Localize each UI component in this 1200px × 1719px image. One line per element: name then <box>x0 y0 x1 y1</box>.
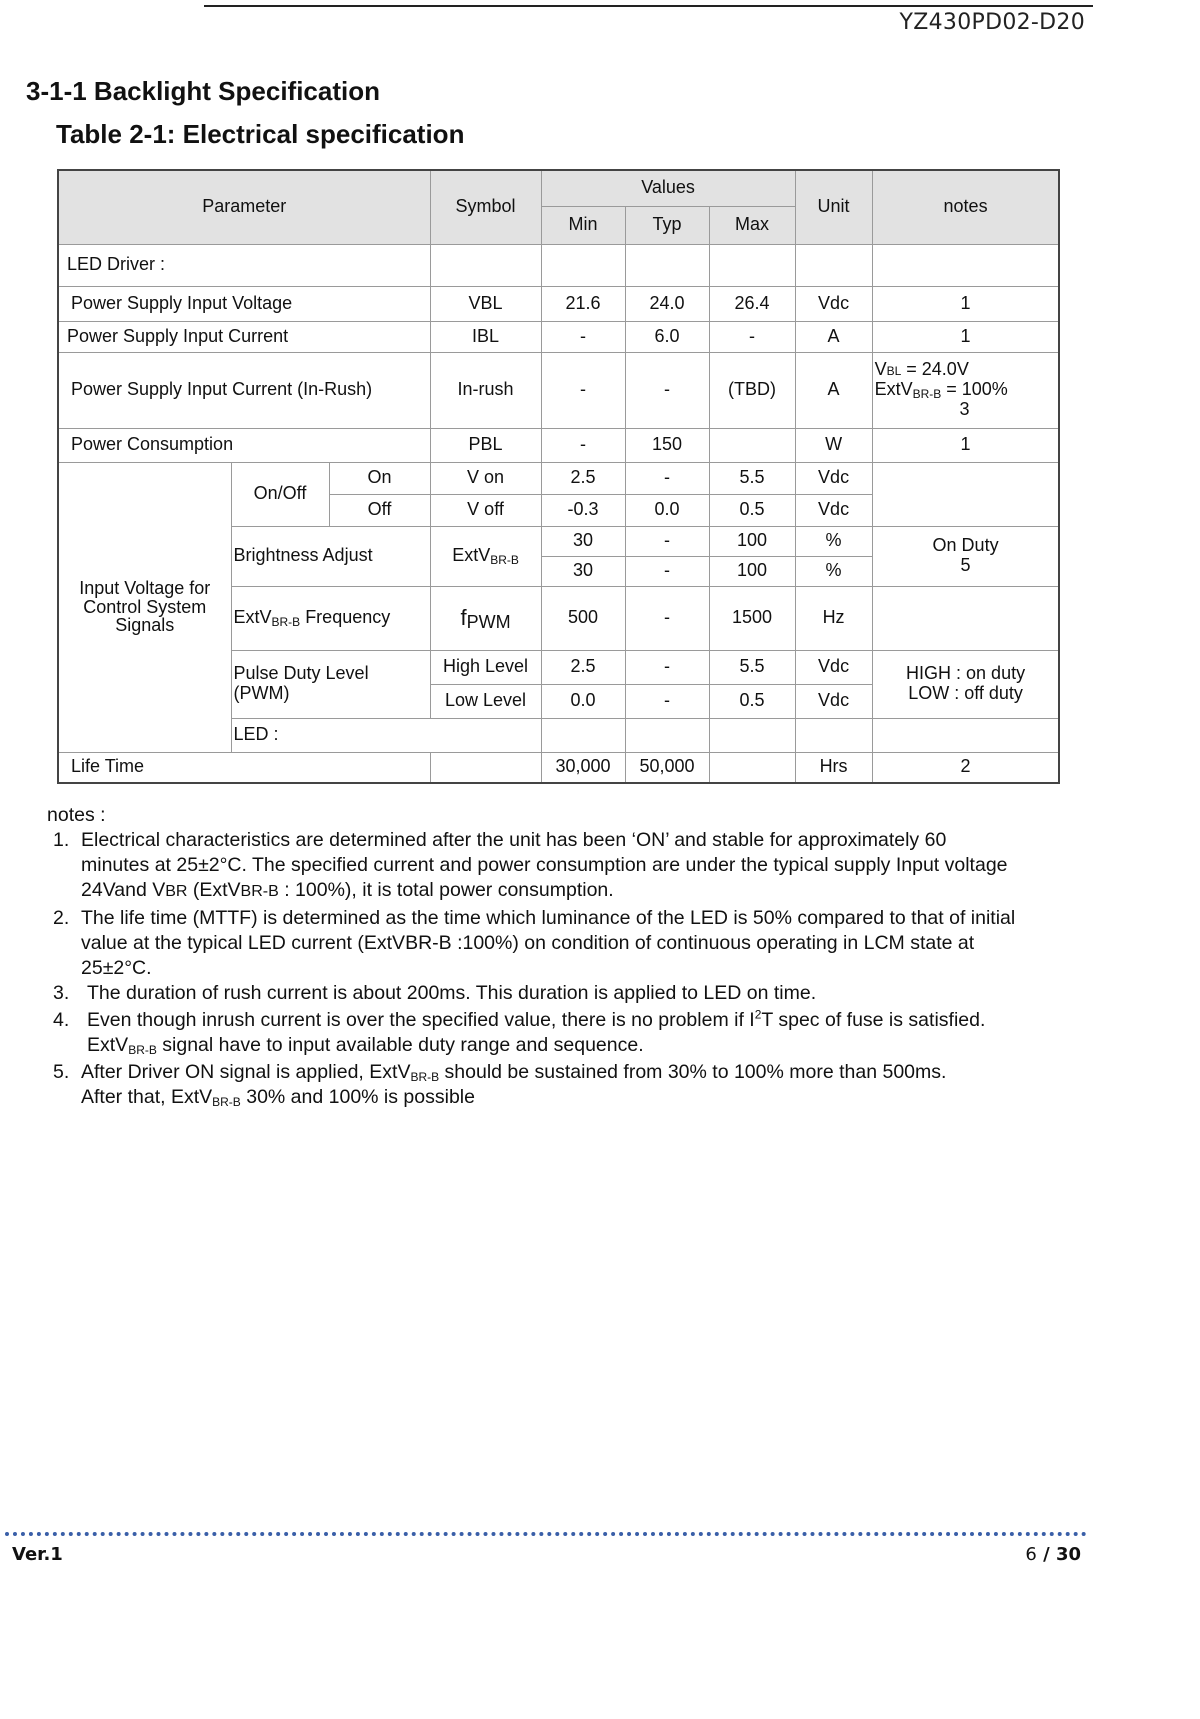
table-row <box>58 321 1059 352</box>
symbol-text: ExtV <box>452 545 491 566</box>
unit-cell: A <box>795 352 872 428</box>
note-number: 1. <box>53 829 70 851</box>
param-cell <box>231 586 430 650</box>
symbol-cell: In-rush <box>430 352 541 428</box>
note-line <box>81 878 1077 904</box>
note-text: After that, ExtV <box>81 1086 213 1108</box>
current-page: 6 <box>1025 1544 1037 1565</box>
note-number: 2. <box>53 907 70 929</box>
table-title: Table 2-1: Electrical specification <box>56 119 465 149</box>
param-cell: Power Supply Input Current <box>58 321 430 352</box>
symbol-cell <box>430 752 541 783</box>
table-row <box>58 244 1059 286</box>
param-text: ExtV <box>233 607 272 628</box>
note-line: The life time (MTTF) is determined as the time which luminance of the LED is 50% compared to that of initial <box>81 907 1016 929</box>
min-cell: 21.6 <box>541 286 625 321</box>
note-text: should be sustained from 30% to 100% more than 500ms. <box>439 1061 947 1083</box>
note-text: BR-B <box>912 387 942 402</box>
page-number <box>1025 1544 1081 1565</box>
typ-cell: 50,000 <box>625 752 709 783</box>
header-values: Values <box>541 170 795 206</box>
group-label-led-driver: LED Driver : <box>58 244 430 286</box>
total-pages: 30 <box>1055 1544 1081 1565</box>
note-text: = 24.0V <box>901 359 969 380</box>
table-row <box>58 286 1059 321</box>
unit-cell: A <box>795 321 872 352</box>
note-text: BR <box>165 883 188 900</box>
typ-cell: - <box>625 462 709 494</box>
param-cell: Life Time <box>58 752 430 783</box>
typ-cell: 6.0 <box>625 321 709 352</box>
note-line <box>81 1033 1077 1058</box>
note-text: Even though inrush current is over the specified value, there is no problem if I <box>87 1009 755 1031</box>
max-cell <box>709 752 795 783</box>
note-line <box>81 1085 1077 1110</box>
typ-cell: 24.0 <box>625 286 709 321</box>
min-cell: 500 <box>541 586 625 650</box>
note-text: (ExtV <box>187 879 241 901</box>
note-number: 5. <box>53 1061 70 1083</box>
header-notes: notes <box>872 170 1059 244</box>
param-cell: Power Supply Input Current (In-Rush) <box>58 352 430 428</box>
typ-cell: - <box>625 352 709 428</box>
notes-header: notes : <box>47 804 106 826</box>
min-cell: 30 <box>541 556 625 586</box>
param-text: (PWM) <box>233 683 290 703</box>
note-text: 2 <box>754 1007 762 1022</box>
max-cell: 100 <box>709 526 795 556</box>
note-text: 3 <box>959 398 970 419</box>
symbol-cell <box>430 586 541 650</box>
max-cell: 5.5 <box>709 650 795 684</box>
table-row <box>58 752 1059 783</box>
table-row <box>58 428 1059 462</box>
header-symbol: Symbol <box>430 170 541 244</box>
state-cell: Off <box>329 494 430 526</box>
typ-cell: 0.0 <box>625 494 709 526</box>
note-text: signal have to input available duty range and sequence. <box>156 1034 644 1056</box>
note-cell <box>872 352 1059 428</box>
param-text: Pulse Duty Level <box>233 663 369 684</box>
note-text: BR-B <box>128 1043 157 1057</box>
note-item <box>53 1008 1077 1058</box>
note-text: ExtV <box>874 379 913 400</box>
note-text: 5 <box>960 555 971 575</box>
onoff-label: On/Off <box>231 462 329 526</box>
symbol-cell: IBL <box>430 321 541 352</box>
typ-cell: - <box>625 556 709 586</box>
symbol-text: f <box>460 604 467 630</box>
note-text: T spec of fuse is satisfied. <box>761 1009 986 1031</box>
max-cell <box>709 428 795 462</box>
note-text: BR-B <box>410 1070 440 1084</box>
unit-cell: Vdc <box>795 494 872 526</box>
unit-cell: Vdc <box>795 650 872 684</box>
note-cell: 2 <box>872 752 1059 783</box>
symbol-cell: Low Level <box>430 684 541 718</box>
note-cell <box>872 462 1059 526</box>
note-cell <box>872 650 1059 718</box>
unit-cell: Vdc <box>795 684 872 718</box>
note-text: HIGH : on duty <box>906 663 1026 684</box>
table-row <box>58 462 1059 494</box>
typ-cell: 150 <box>625 428 709 462</box>
min-cell: - <box>541 321 625 352</box>
note-text: 24Vand V <box>81 879 166 901</box>
max-cell: 26.4 <box>709 286 795 321</box>
header-rule <box>204 5 1093 7</box>
unit-cell: W <box>795 428 872 462</box>
symbol-sub: BR-B <box>490 553 519 568</box>
min-cell: 2.5 <box>541 650 625 684</box>
note-line: Electrical characteristics are determined after the unit has been ‘ON’ and stable for approximately 60 <box>81 829 947 851</box>
notes-section <box>47 803 1077 1110</box>
header-parameter: Parameter <box>58 170 430 244</box>
note-text: LOW : off duty <box>908 683 1023 703</box>
note-cell: 1 <box>872 286 1059 321</box>
max-cell: 5.5 <box>709 462 795 494</box>
symbol-sub: PWM <box>466 611 511 632</box>
note-item <box>53 1060 1077 1110</box>
group-label-control-signals: Input Voltage for Control System Signals <box>58 462 231 752</box>
note-text: 30% and 100% is possible <box>240 1086 475 1108</box>
spec-table-container <box>57 169 1058 784</box>
typ-cell: - <box>625 650 709 684</box>
note-line: 25±2°C. <box>81 957 152 979</box>
note-item <box>53 981 1077 1006</box>
note-line: minutes at 25±2°C. The specified current and power consumption are under the typical supply Input voltage <box>81 854 1008 876</box>
min-cell: 30 <box>541 526 625 556</box>
max-cell: (TBD) <box>709 352 795 428</box>
note-text: = 100% <box>941 379 1008 400</box>
param-cell: Power Consumption <box>58 428 430 462</box>
min-cell: -0.3 <box>541 494 625 526</box>
param-cell: Power Supply Input Voltage <box>58 286 430 321</box>
symbol-cell: V off <box>430 494 541 526</box>
version-label: Ver.1 <box>12 1544 63 1565</box>
unit-cell: Vdc <box>795 462 872 494</box>
symbol-cell: PBL <box>430 428 541 462</box>
max-cell: - <box>709 321 795 352</box>
min-cell: 0.0 <box>541 684 625 718</box>
electrical-spec-table <box>57 169 1060 784</box>
min-cell: - <box>541 428 625 462</box>
footer-rule <box>5 1532 1087 1536</box>
note-text: On Duty <box>932 535 999 556</box>
note-cell: 1 <box>872 321 1059 352</box>
max-cell: 100 <box>709 556 795 586</box>
unit-cell: % <box>795 526 872 556</box>
symbol-cell: VBL <box>430 286 541 321</box>
min-cell: - <box>541 352 625 428</box>
note-line: The duration of rush current is about 200ms. This duration is applied to LED on time. <box>87 982 817 1004</box>
note-line <box>81 1008 1077 1033</box>
note-number: 4. <box>53 1009 70 1031</box>
state-cell: On <box>329 462 430 494</box>
param-text: Frequency <box>300 607 391 628</box>
symbol-cell <box>430 526 541 586</box>
note-number: 3. <box>53 982 70 1004</box>
note-item <box>53 906 1077 981</box>
unit-cell: % <box>795 556 872 586</box>
unit-cell: Hz <box>795 586 872 650</box>
page-separator: / <box>1036 1544 1056 1565</box>
param-cell: Brightness Adjust <box>231 526 430 586</box>
unit-cell: Vdc <box>795 286 872 321</box>
note-text: ExtV <box>87 1034 129 1056</box>
min-cell: 30,000 <box>541 752 625 783</box>
group-label-led: LED : <box>231 718 541 752</box>
unit-cell: Hrs <box>795 752 872 783</box>
note-cell <box>872 586 1059 650</box>
min-cell: 2.5 <box>541 462 625 494</box>
note-cell <box>872 526 1059 586</box>
max-cell: 1500 <box>709 586 795 650</box>
symbol-cell: High Level <box>430 650 541 684</box>
note-text: BR-B <box>240 883 279 900</box>
section-title: 3-1-1 Backlight Specification <box>26 76 380 106</box>
max-cell: 0.5 <box>709 494 795 526</box>
document-id: YZ430PD02-D20 <box>899 10 1085 35</box>
note-text: BL <box>886 364 902 379</box>
note-line: value at the typical LED current (ExtVBR-B :100%) on condition of continuous operating in LCM state at <box>81 932 975 954</box>
table-row <box>58 352 1059 428</box>
note-line <box>81 1060 1077 1085</box>
header-typ: Typ <box>625 206 709 244</box>
typ-cell: - <box>625 684 709 718</box>
note-text: V <box>874 359 887 380</box>
symbol-cell: V on <box>430 462 541 494</box>
param-sub: BR-B <box>271 615 301 630</box>
header-max: Max <box>709 206 795 244</box>
max-cell: 0.5 <box>709 684 795 718</box>
note-item <box>53 828 1077 904</box>
note-cell: 1 <box>872 428 1059 462</box>
param-cell <box>231 650 430 718</box>
note-text: After Driver ON signal is applied, ExtV <box>81 1061 411 1083</box>
note-text: : 100%), it is total power consumption. <box>278 879 614 901</box>
typ-cell: - <box>625 526 709 556</box>
typ-cell: - <box>625 586 709 650</box>
header-min: Min <box>541 206 625 244</box>
note-text: BR-B <box>212 1095 241 1109</box>
header-unit: Unit <box>795 170 872 244</box>
